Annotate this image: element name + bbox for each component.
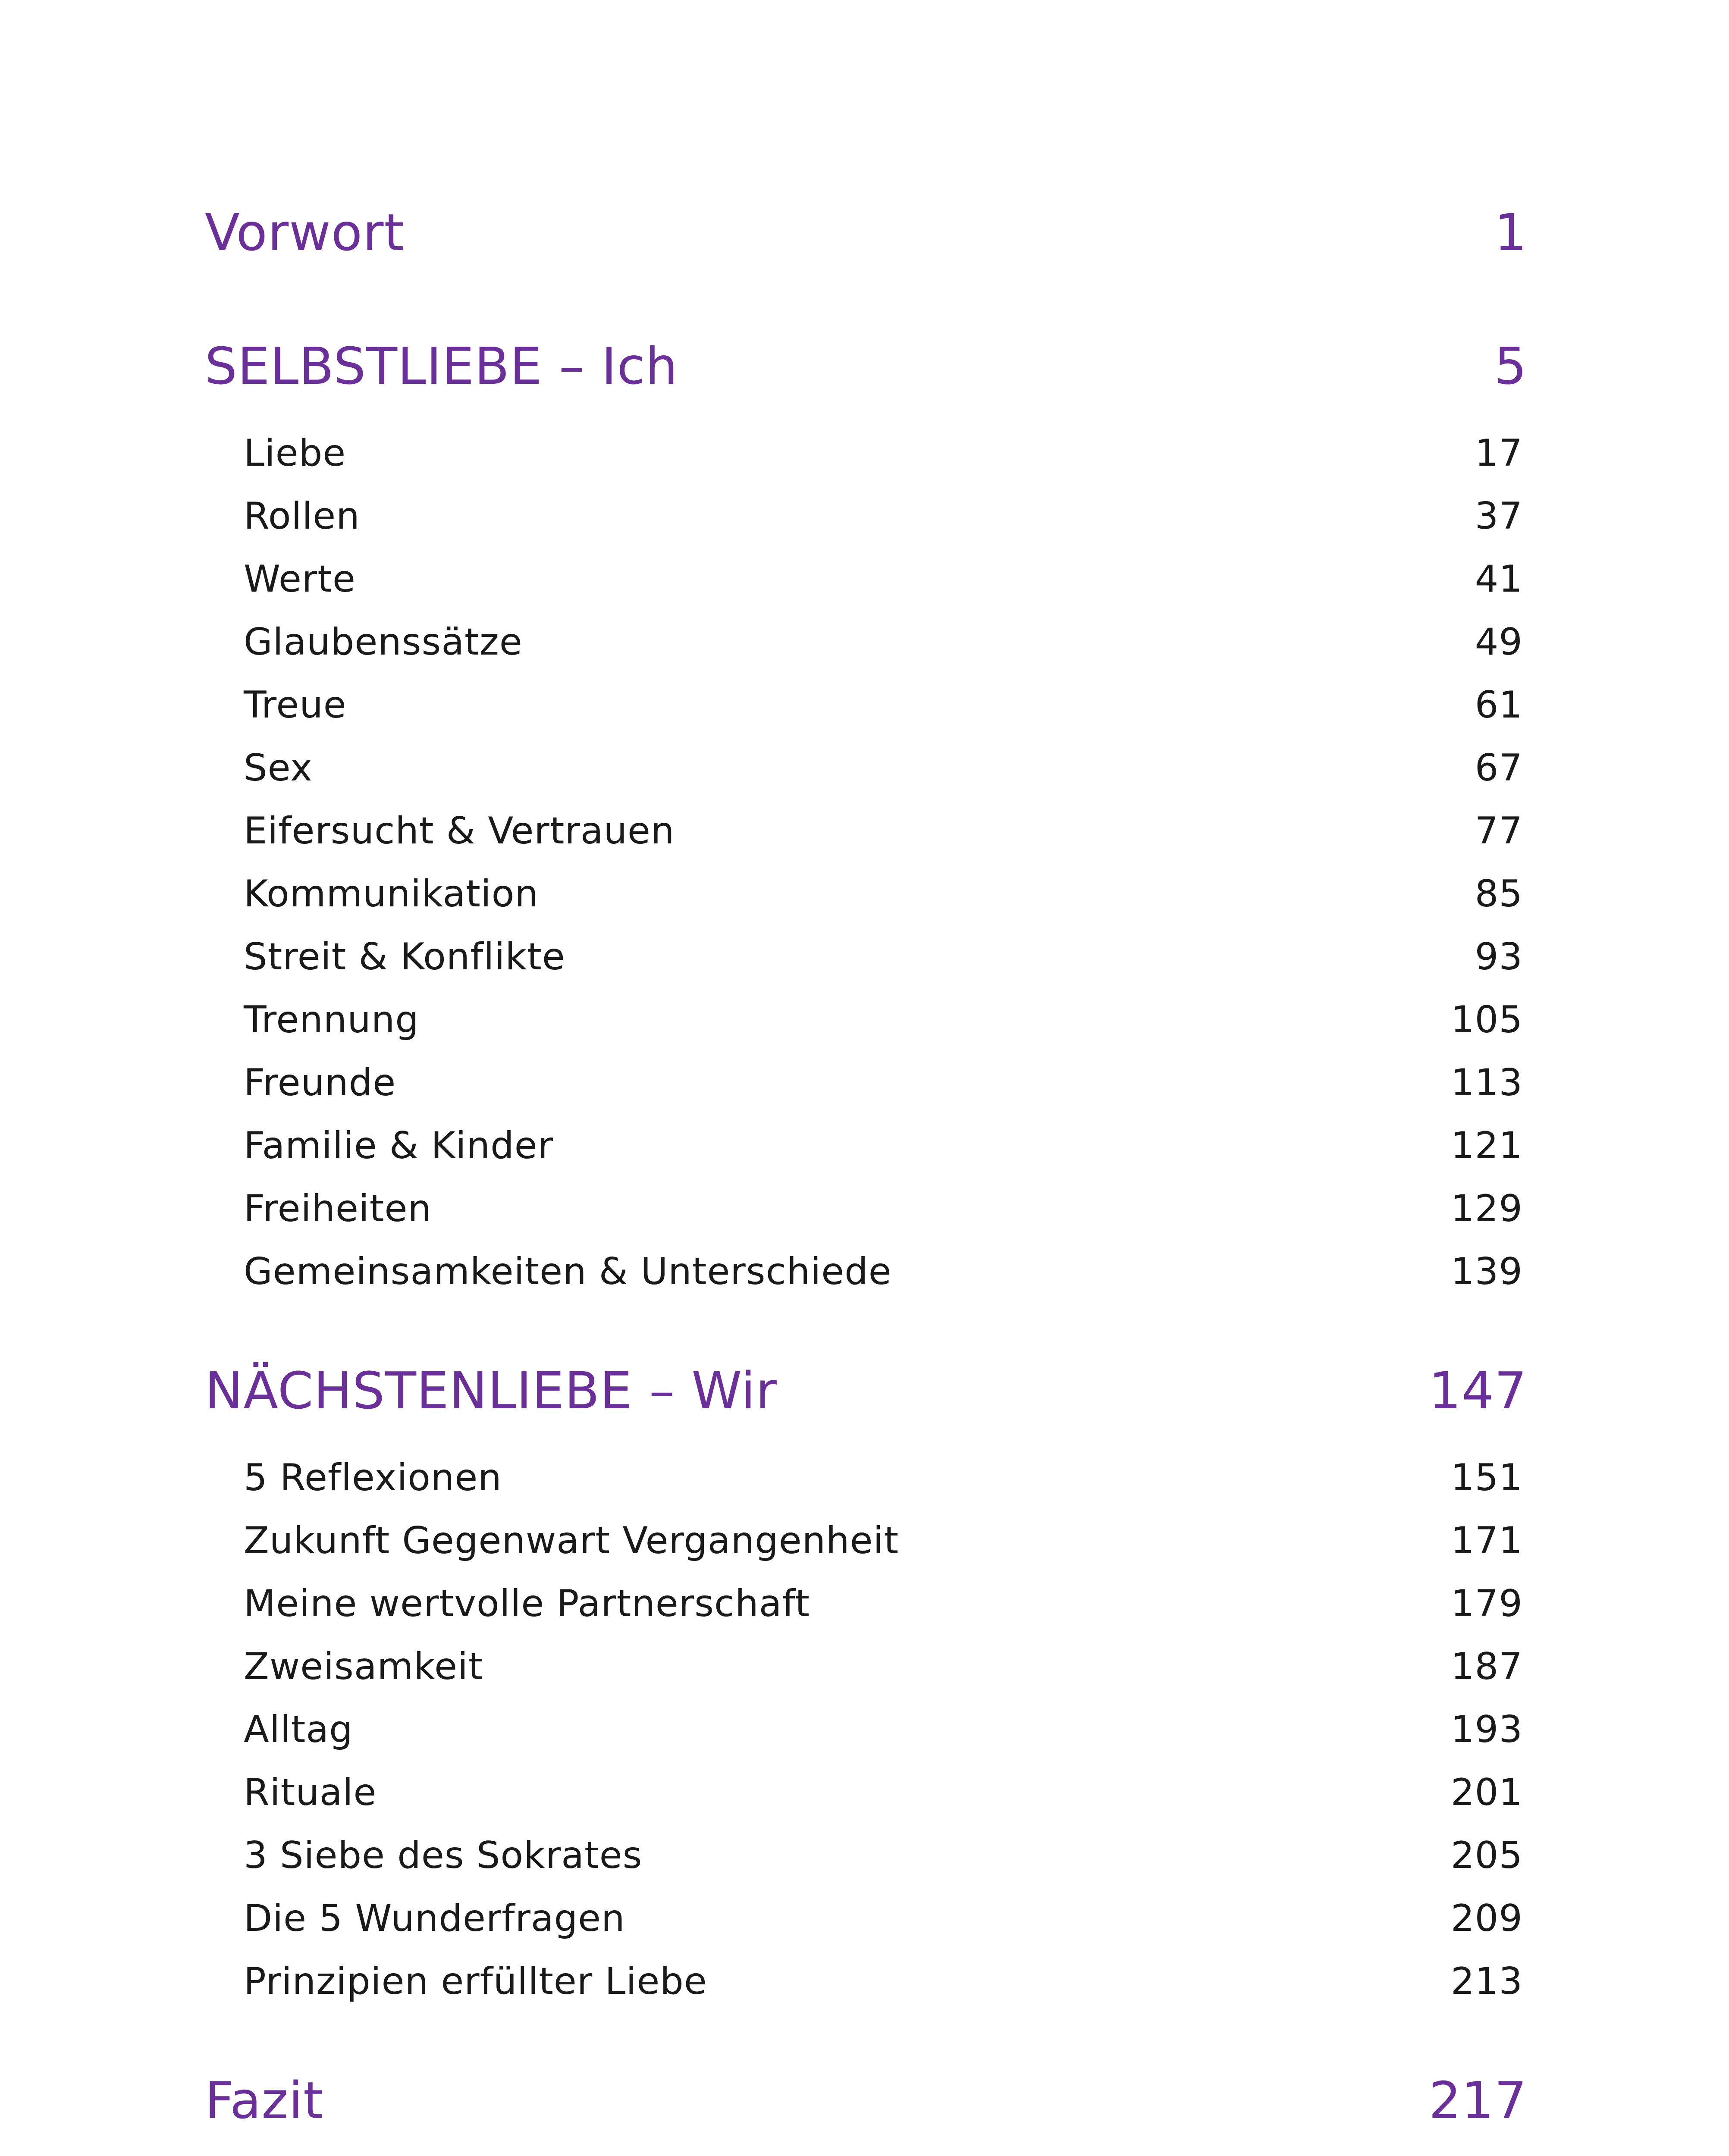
- toc-entry-title: Zweisamkeit: [244, 1645, 483, 1688]
- toc-entry-page: 179: [1450, 1582, 1523, 1625]
- toc-entry-page: 201: [1450, 1771, 1523, 1814]
- toc-entry-title: Meine wertvolle Partnerschaft: [244, 1582, 810, 1625]
- toc-entry-title: 5 Reflexionen: [244, 1456, 502, 1499]
- toc-entry-page: 171: [1450, 1519, 1523, 1562]
- toc-entry-page: 213: [1450, 1960, 1523, 2003]
- toc-entry-title: Rollen: [244, 495, 360, 538]
- toc-entry-title: Alltag: [244, 1708, 353, 1751]
- toc-entry-page: 49: [1475, 620, 1523, 664]
- toc-entry-title: Treue: [244, 683, 347, 727]
- toc-entry-title: Gemeinsamkeiten & Unterschiede: [244, 1250, 892, 1293]
- toc-entry-title: Rituale: [244, 1771, 377, 1814]
- toc-entry-title: Streit & Konflikte: [244, 935, 565, 978]
- toc-entry-title: Sex: [244, 746, 313, 790]
- toc-chapter-page: 217: [1428, 2071, 1527, 2130]
- toc-chapter-title: SELBSTLIEBE – Ich: [205, 336, 678, 396]
- toc-entry-title: Die 5 Wunderfragen: [244, 1897, 625, 1940]
- toc-entry-page: 105: [1450, 998, 1523, 1041]
- toc-entry-page: 17: [1475, 432, 1523, 475]
- toc-entry-page: 151: [1450, 1456, 1523, 1499]
- toc-entry-title: Werte: [244, 558, 356, 601]
- toc-entry-page: 121: [1450, 1124, 1523, 1167]
- toc-entry-title: Familie & Kinder: [244, 1124, 554, 1167]
- toc-entry-title: Liebe: [244, 432, 346, 475]
- toc-entry-page: 85: [1475, 872, 1523, 915]
- toc-entry-page: 67: [1475, 746, 1523, 790]
- toc-entry-page: 61: [1475, 683, 1523, 727]
- toc-entry-page: 41: [1475, 558, 1523, 601]
- toc-entry-title: Freiheiten: [244, 1187, 432, 1230]
- toc-entry-page: 187: [1450, 1645, 1523, 1688]
- toc-entry-title: 3 Siebe des Sokrates: [244, 1834, 643, 1877]
- toc-entry-page: 205: [1450, 1834, 1523, 1877]
- toc-entry-page: 139: [1450, 1250, 1523, 1293]
- toc-chapter-title: NÄCHSTENLIEBE – Wir: [205, 1361, 777, 1420]
- toc-entry-title: Prinzipien erfüllter Liebe: [244, 1960, 707, 2003]
- toc-entry-page: 193: [1450, 1708, 1523, 1751]
- toc-entry-title: Eifersucht & Vertrauen: [244, 809, 675, 852]
- toc-entry-title: Trennung: [244, 998, 419, 1041]
- toc-chapter-page: 5: [1494, 336, 1527, 396]
- toc-entry-title: Kommunikation: [244, 872, 539, 915]
- toc-chapter-page: 147: [1428, 1361, 1527, 1420]
- toc-entry-title: Freunde: [244, 1061, 396, 1104]
- toc-entry-page: 37: [1475, 495, 1523, 538]
- toc-entry-title: Glaubenssätze: [244, 620, 523, 664]
- toc-entry-page: 129: [1450, 1187, 1523, 1230]
- toc-entry-page: 77: [1475, 809, 1523, 852]
- toc-entry-title: Zukunft Gegenwart Vergangenheit: [244, 1519, 899, 1562]
- toc-chapter-title: Fazit: [205, 2071, 324, 2130]
- toc-entry-page: 209: [1450, 1897, 1523, 1940]
- toc-entry-page: 93: [1475, 935, 1523, 978]
- toc-chapter-page: 1: [1494, 203, 1527, 262]
- toc-entry-page: 113: [1450, 1061, 1523, 1104]
- toc-chapter-title: Vorwort: [205, 203, 405, 262]
